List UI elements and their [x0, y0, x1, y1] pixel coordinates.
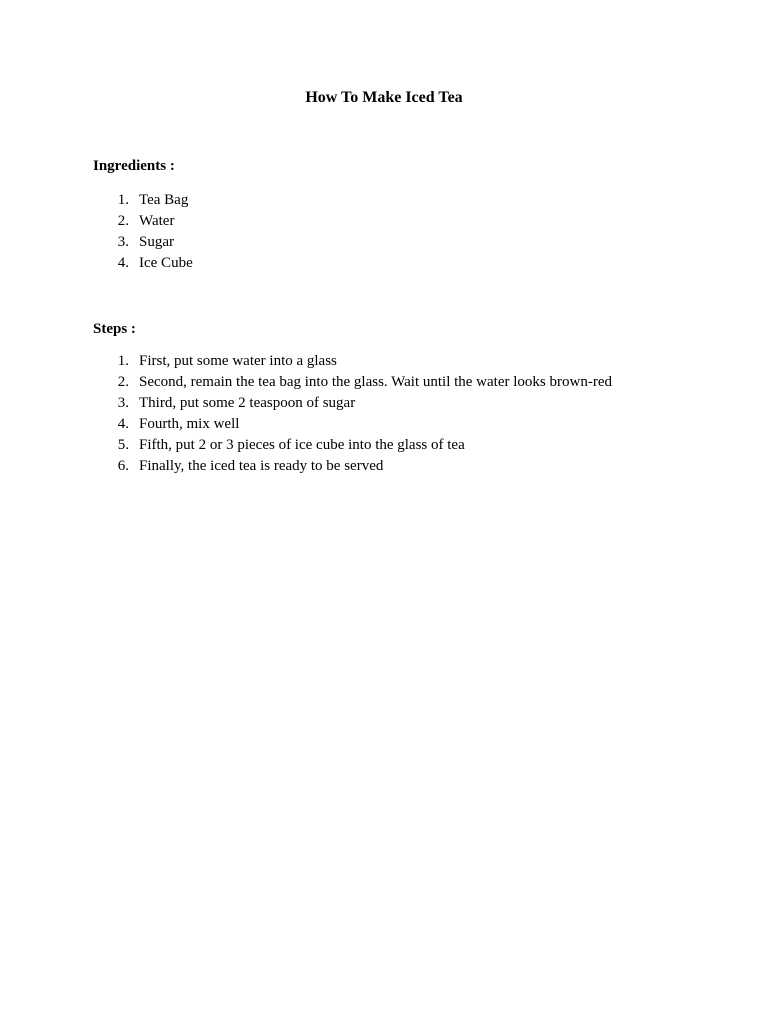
list-item-text: Sugar	[139, 234, 174, 250]
list-item-text: Fourth, mix well	[139, 416, 240, 432]
list-item-text: Ice Cube	[139, 255, 193, 271]
list-item-text: Tea Bag	[139, 192, 189, 208]
list-item-text: Water	[139, 213, 175, 229]
list-item-text: Finally, the iced tea is ready to be served	[139, 458, 384, 474]
ingredients-heading: Ingredients :	[93, 158, 175, 174]
list-item-text: First, put some water into a glass	[139, 353, 337, 369]
list-item-number: 1.	[117, 353, 129, 369]
list-item-number: 3.	[117, 234, 129, 250]
list-item-number: 4.	[117, 416, 129, 432]
list-item-text: Third, put some 2 teaspoon of sugar	[139, 395, 356, 411]
list-item-number: 5.	[117, 437, 129, 453]
list-item-number: 6.	[117, 458, 129, 474]
list-item-number: 2.	[117, 374, 129, 390]
list-item-number: 1.	[117, 192, 129, 208]
steps-heading: Steps :	[93, 321, 136, 337]
list-item-number: 3.	[117, 395, 129, 411]
list-item-text: Second, remain the tea bag into the glass. Wait until the water looks brown-red	[139, 374, 612, 390]
list-item-text: Fifth, put 2 or 3 pieces of ice cube into the glass of tea	[139, 437, 465, 453]
document-title: How To Make Iced Tea	[305, 89, 463, 106]
list-item-number: 4.	[117, 255, 129, 271]
list-item-number: 2.	[117, 213, 129, 229]
